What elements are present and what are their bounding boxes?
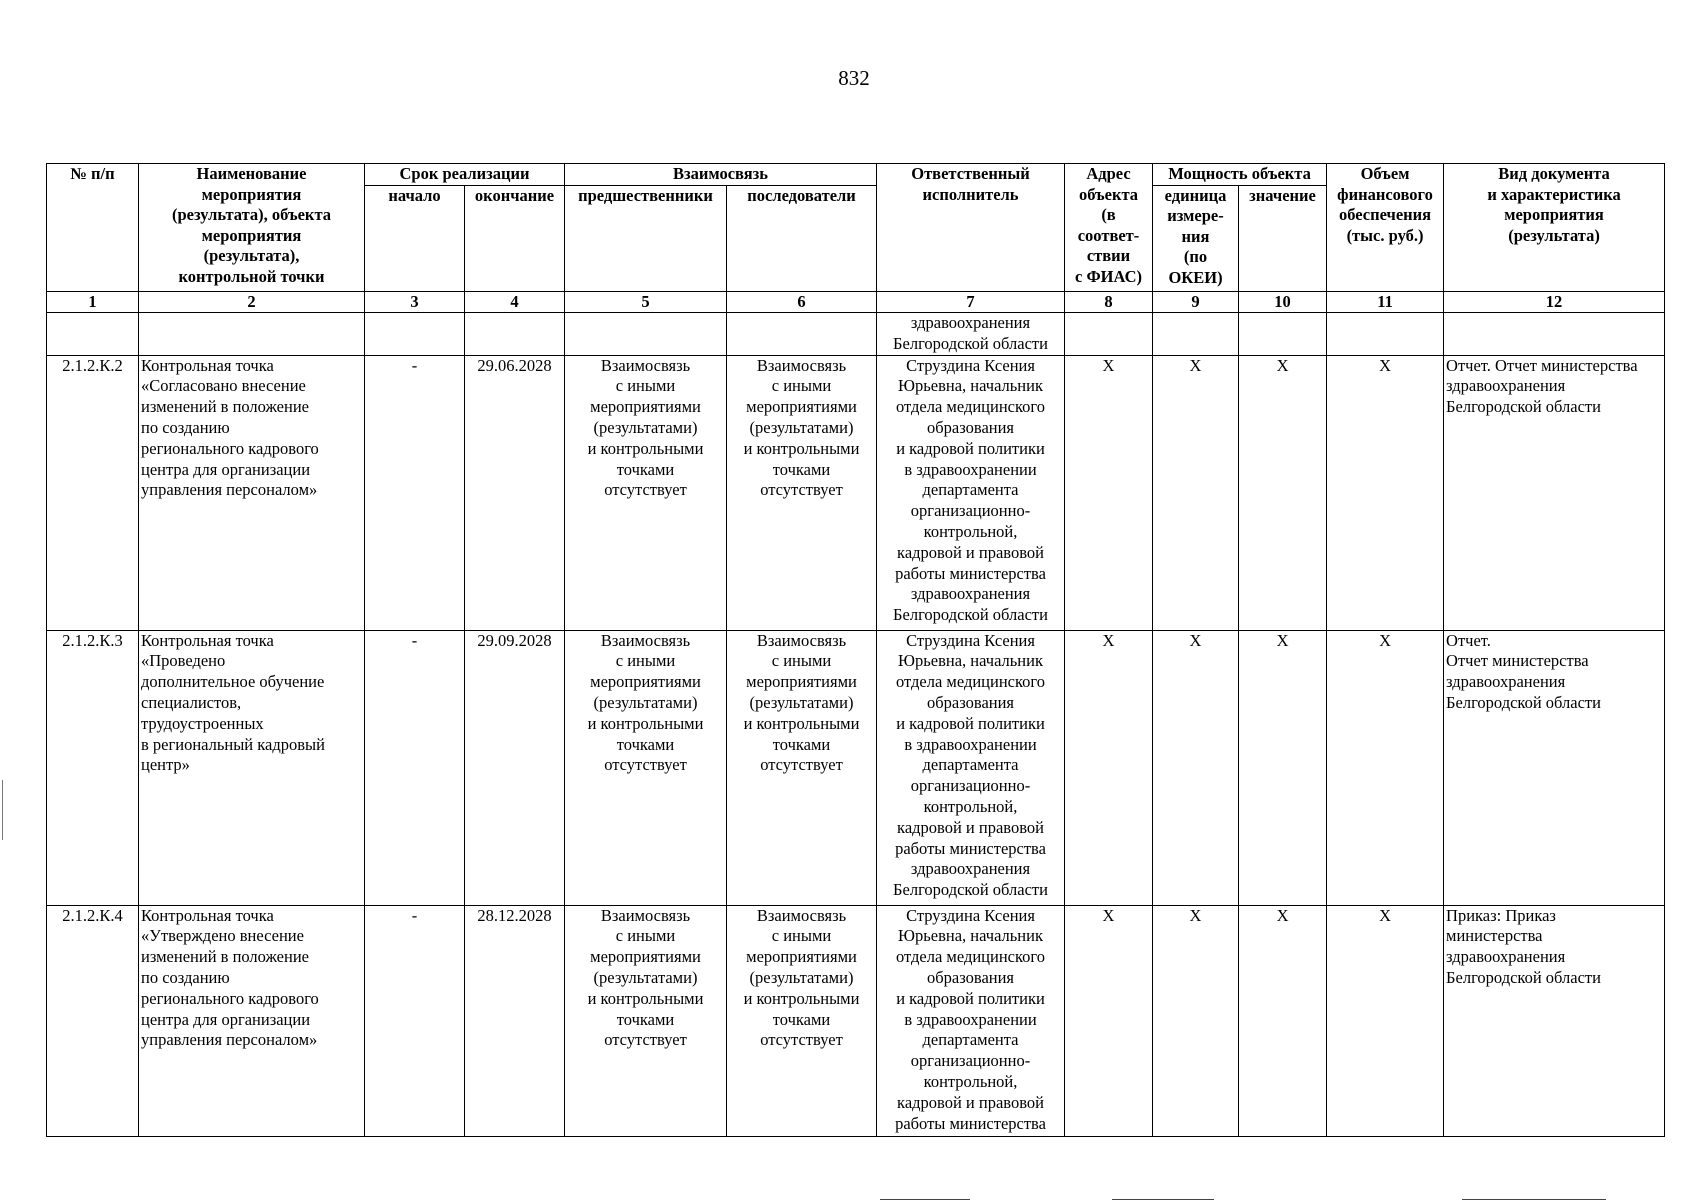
doc-type-cell: Отчет. Отчет министерства здравоохранения Белгородской области: [1444, 355, 1665, 630]
header-capacity: Мощность объекта: [1153, 164, 1327, 186]
predecessors: Взаимосвязь с иными мероприятиями (результатами) и контрольными точками отсутствует: [565, 355, 727, 630]
responsible-cell: Струздина Ксения Юрьевна, начальник отдела медицинского образования и кадровой политики в здравоохранении департамента организационно- контрольной, кадровой и правовой работы министерства: [877, 905, 1065, 1136]
responsible-cell: Струздина Ксения Юрьевна, начальник отдела медицинского образования и кадровой политики в здравоохранении департамента организационно- контрольной, кадровой и правовой работы министерства здравоохранения Белгородской области: [877, 630, 1065, 905]
finance-cell: Х: [1327, 355, 1444, 630]
successors: Взаимосвязь с иными мероприятиями (результатами) и контрольными точками отсутствует: [727, 630, 877, 905]
table-cell: [565, 313, 727, 356]
address-cell: Х: [1065, 905, 1153, 1136]
address-cell: Х: [1065, 355, 1153, 630]
end-date: 28.12.2028: [465, 905, 565, 1136]
value-cell: Х: [1239, 905, 1327, 1136]
predecessors: Взаимосвязь с иными мероприятиями (результатами) и контрольными точками отсутствует: [565, 905, 727, 1136]
header-finance: Объем финансового обеспечения (тыс. руб.): [1327, 164, 1444, 292]
header-link: Взаимосвязь: [565, 164, 877, 186]
finance-cell: Х: [1327, 905, 1444, 1136]
header-link-next: последователи: [727, 185, 877, 291]
value-cell: Х: [1239, 355, 1327, 630]
header-term-end: окончание: [465, 185, 565, 291]
address-cell: Х: [1065, 630, 1153, 905]
column-number: 2: [139, 291, 365, 313]
doc-type-cell: Приказ: Приказ министерства здравоохранения Белгородской области: [1444, 905, 1665, 1136]
event-name: Контрольная точка «Согласовано внесение изменений в положение по созданию регионального кадрового центра для организации управления персоналом»: [139, 355, 365, 630]
header-term: Срок реализации: [365, 164, 565, 186]
event-name: Контрольная точка «Утверждено внесение изменений в положение по созданию регионального кадрового центра для организации управления персоналом»: [139, 905, 365, 1136]
table-cell: [139, 313, 365, 356]
header-link-prev: предшественники: [565, 185, 727, 291]
value-cell: Х: [1239, 630, 1327, 905]
table-cell: [47, 313, 139, 356]
scan-margin-mark: [2, 780, 3, 840]
table-cell: [1065, 313, 1153, 356]
row-number: 2.1.2.К.3: [47, 630, 139, 905]
end-date: 29.06.2028: [465, 355, 565, 630]
table-cell: [1153, 313, 1239, 356]
doc-type-cell: Отчет. Отчет министерства здравоохранения Белгородской области: [1444, 630, 1665, 905]
column-number: 7: [877, 291, 1065, 313]
column-number: 8: [1065, 291, 1153, 313]
header-name: Наименование мероприятия (результата), объекта мероприятия (результата), контрольной точки: [139, 164, 365, 292]
responsible-cell: здравоохранения Белгородской области: [877, 313, 1065, 356]
column-number: 4: [465, 291, 565, 313]
column-number: 11: [1327, 291, 1444, 313]
header-num: № п/п: [47, 164, 139, 292]
row-number: 2.1.2.К.4: [47, 905, 139, 1136]
finance-cell: Х: [1327, 630, 1444, 905]
table-cell: [465, 313, 565, 356]
header-doc-type: Вид документа и характеристика мероприятия (результата): [1444, 164, 1665, 292]
responsible-cell: Струздина Ксения Юрьевна, начальник отдела медицинского образования и кадровой политики в здравоохранении департамента организационно- контрольной, кадровой и правовой работы министерства здравоохранения Белгородской области: [877, 355, 1065, 630]
unit-cell: Х: [1153, 355, 1239, 630]
table-cell: [1327, 313, 1444, 356]
table-cell: [1444, 313, 1665, 356]
table-row: [47, 630, 1665, 905]
column-number: 3: [365, 291, 465, 313]
start-date: -: [365, 630, 465, 905]
continuation-row: [47, 313, 1665, 356]
header-capacity-value: значение: [1239, 185, 1327, 291]
end-date: 29.09.2028: [465, 630, 565, 905]
successors: Взаимосвязь с иными мероприятиями (результатами) и контрольными точками отсутствует: [727, 905, 877, 1136]
predecessors: Взаимосвязь с иными мероприятиями (результатами) и контрольными точками отсутствует: [565, 630, 727, 905]
unit-cell: Х: [1153, 630, 1239, 905]
column-number: 12: [1444, 291, 1665, 313]
event-name: Контрольная точка «Проведено дополнительное обучение специалистов, трудоустроенных в региональный кадровый центр»: [139, 630, 365, 905]
table-row: [47, 905, 1665, 1136]
column-numbers-row: [47, 291, 1665, 313]
header-responsible: Ответственный исполнитель: [877, 164, 1065, 292]
table-cell: [1239, 313, 1327, 356]
unit-cell: Х: [1153, 905, 1239, 1136]
column-number: 6: [727, 291, 877, 313]
header-address: Адрес объекта (в соответ- ствии с ФИАС): [1065, 164, 1153, 292]
header-row-1: [47, 164, 1665, 186]
plan-table: [46, 163, 1665, 1137]
column-number: 5: [565, 291, 727, 313]
header-capacity-unit: единица измере- ния (по ОКЕИ): [1153, 185, 1239, 291]
successors: Взаимосвязь с иными мероприятиями (результатами) и контрольными точками отсутствует: [727, 355, 877, 630]
table-cell: [727, 313, 877, 356]
start-date: -: [365, 355, 465, 630]
start-date: -: [365, 905, 465, 1136]
column-number: 9: [1153, 291, 1239, 313]
page-number: 832: [838, 66, 870, 90]
table-cell: [365, 313, 465, 356]
table-row: [47, 355, 1665, 630]
header-term-start: начало: [365, 185, 465, 291]
column-number: 1: [47, 291, 139, 313]
row-number: 2.1.2.К.2: [47, 355, 139, 630]
column-number: 10: [1239, 291, 1327, 313]
